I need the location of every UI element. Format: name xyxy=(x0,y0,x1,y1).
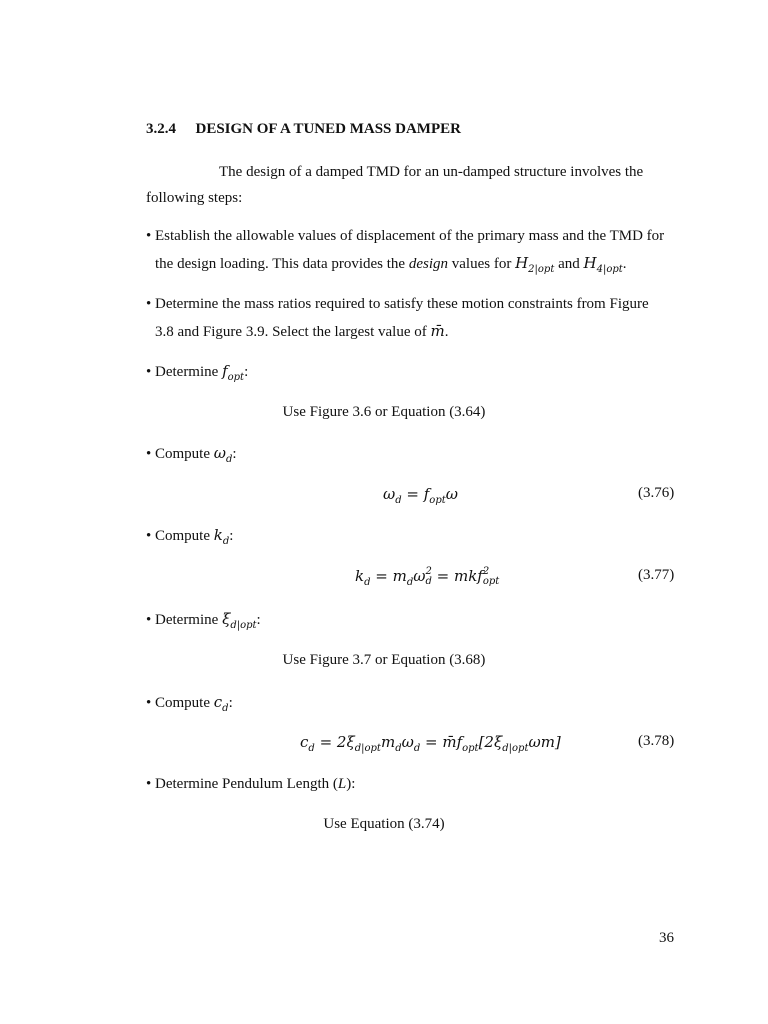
math-fopt: $f_{opt}$ xyxy=(222,362,245,383)
equation-number-3-77: (3.77) xyxy=(638,567,675,583)
math-h4: $H_{4|opt}$ xyxy=(583,254,623,275)
section-title: DESIGN OF A TUNED MASS DAMPER xyxy=(195,121,461,137)
step-c: • Compute $c_d$: xyxy=(146,693,233,714)
math-mbar: m̄ xyxy=(430,322,445,340)
math-k-d: $k_d$ xyxy=(213,526,230,547)
bullet-1-and: and xyxy=(554,256,584,272)
math-omega-d: $\omega_d$ xyxy=(213,444,233,465)
math-L: L xyxy=(337,776,347,792)
equation-number-3-78: (3.78) xyxy=(638,733,675,749)
step-omega: • Compute $\omega_d$: xyxy=(146,444,237,465)
bullet-1-emphasis: design xyxy=(408,256,449,272)
equation-number-3-76: (3.76) xyxy=(638,485,675,501)
step-xi-note: Use Figure 3.7 or Equation (3.68) xyxy=(282,652,486,668)
math-c-d: $c_d$ xyxy=(213,693,229,714)
step-L-note: Use Equation (3.74) xyxy=(323,816,445,832)
step-L-label: • Determine Pendulum Length ( xyxy=(146,776,338,792)
equation-3-77: $k_d = m_d\omega$ 2 d = mkf 2 opt xyxy=(355,566,500,588)
page-number: 36 xyxy=(659,930,674,946)
step-fopt-label: • Determine xyxy=(146,364,223,380)
step-fopt: • Determine $f_{opt}$: xyxy=(146,362,249,383)
bullet-1-line-2 xyxy=(155,254,627,275)
bullet-1-text-2: values for xyxy=(448,256,516,272)
section-heading xyxy=(146,121,461,138)
bullet-2-line-1: • Determine the mass ratios required to satisfy these motion constraints from Figure xyxy=(146,296,649,312)
bullet-2-end: . xyxy=(444,324,449,340)
equation-3-78: $c_d = 2\xi_{d|opt}m_d\omega_d$ = $m̄f_{opt}[2\xi_{d|opt}\omega m]$ xyxy=(300,733,561,754)
bullet-2-line-2 xyxy=(155,322,448,341)
math-h2: $H_{2|opt}$ xyxy=(515,254,555,275)
bullet-1-text: the design loading. This data provides the xyxy=(155,256,409,272)
step-L: • Determine Pendulum Length (L): xyxy=(146,776,356,792)
step-omega-label: • Compute xyxy=(146,446,214,462)
step-xi-label: • Determine xyxy=(146,612,223,628)
math-xi: $\xi_{d|opt}$ xyxy=(222,610,257,631)
step-k: • Compute $k_d$: xyxy=(146,526,234,547)
bullet-1-end: . xyxy=(622,256,627,272)
bullet-1-line-1: • Establish the allowable values of displacement of the primary mass and the TMD for xyxy=(146,228,665,244)
bullet-2-text: 3.8 and Figure 3.9. Select the largest value of xyxy=(155,324,431,340)
equation-3-76: $\omega_d = f_{opt}\omega$ xyxy=(383,485,458,506)
step-fopt-note: Use Figure 3.6 or Equation (3.64) xyxy=(282,404,486,420)
step-xi: • Determine $\xi_{d|opt}$: xyxy=(146,610,261,631)
section-number: 3.2.4 xyxy=(146,121,176,137)
step-c-label: • Compute xyxy=(146,695,214,711)
intro-line-1: The design of a damped TMD for an un-damped structure involves the xyxy=(219,164,644,180)
step-k-label: • Compute xyxy=(146,528,214,544)
intro-line-2: following steps: xyxy=(146,190,243,206)
